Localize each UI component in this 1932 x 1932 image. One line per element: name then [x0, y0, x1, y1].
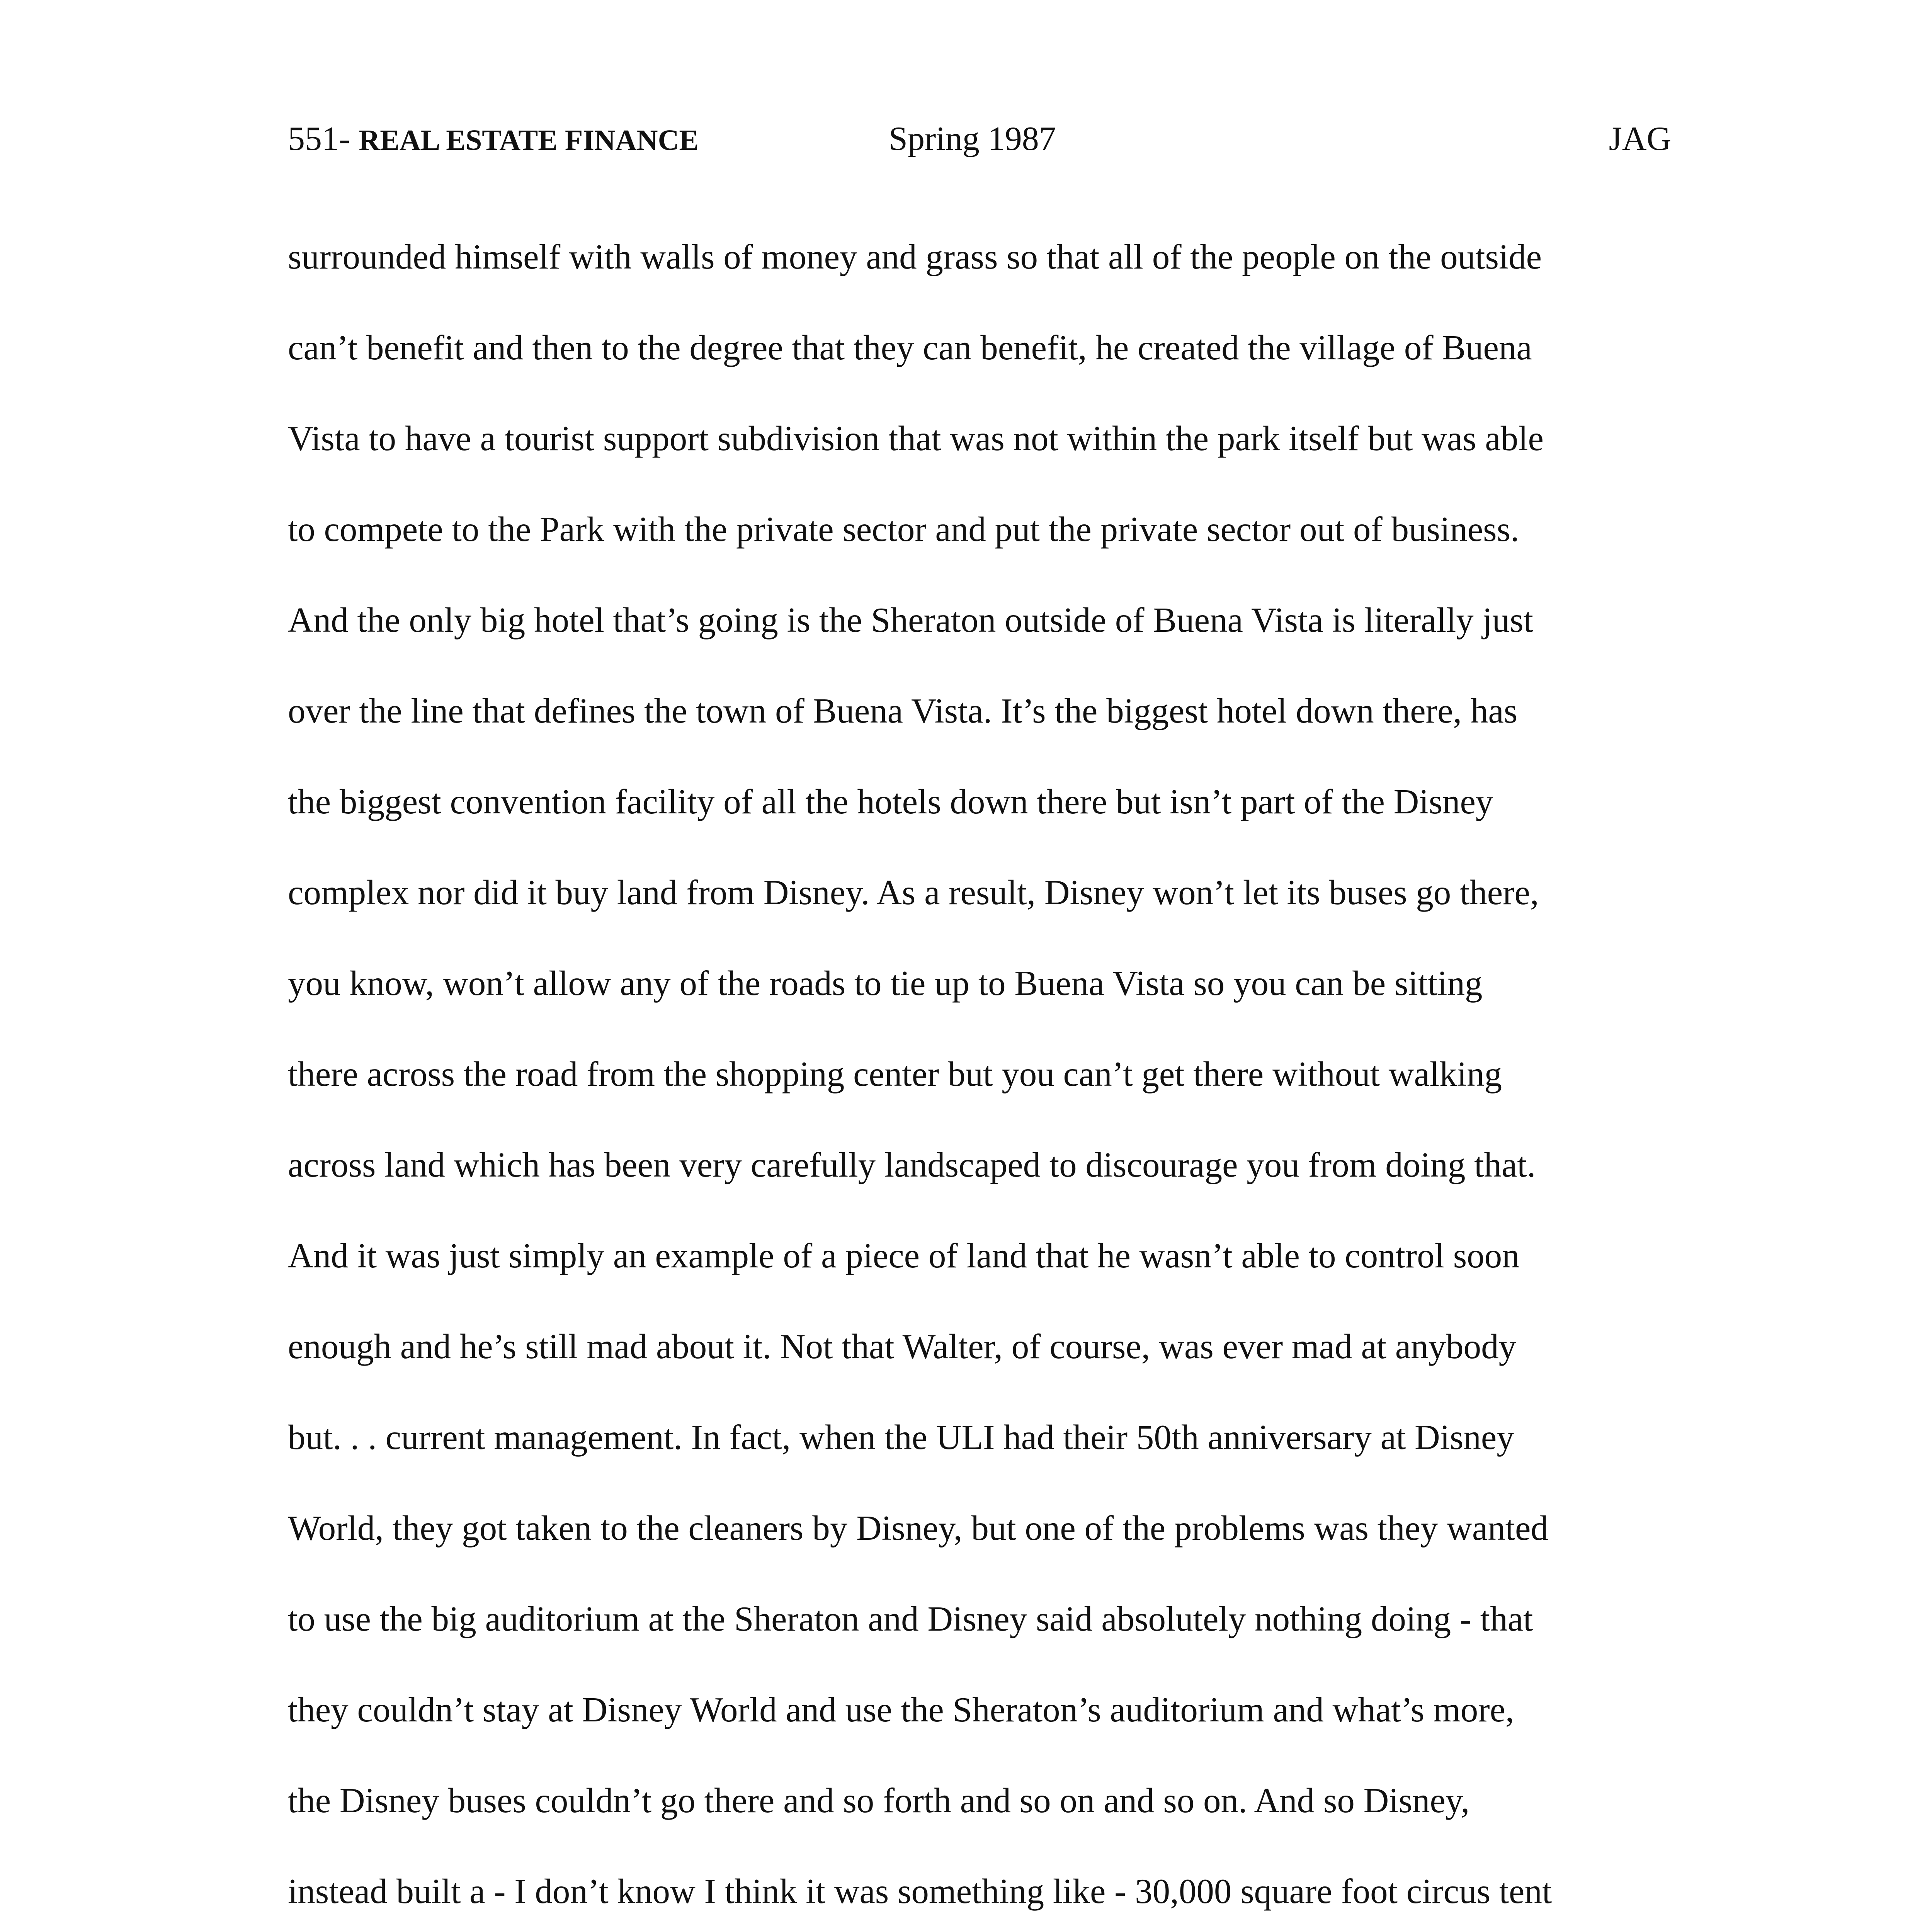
course-label: [288, 112, 699, 167]
text-line: you know, won’t allow any of the roads to tie up to Buena Vista so you can be sitting: [288, 964, 1483, 1003]
text-line: but. . . current management. In fact, when the ULI had their 50th anniversary at Disney: [288, 1418, 1514, 1457]
text-line: over the line that defines the town of Buena Vista. It’s the biggest hotel down there, has: [288, 691, 1518, 730]
text-line: And the only big hotel that’s going is the Sheraton outside of Buena Vista is literally just: [288, 600, 1533, 639]
text-line: enough and he’s still mad about it. Not that Walter, of course, was ever mad at anybody: [288, 1327, 1517, 1366]
text-line: they couldn’t stay at Disney World and use the Sheraton’s auditorium and what’s more,: [288, 1690, 1514, 1729]
text-line: across land which has been very carefully landscaped to discourage you from doing that.: [288, 1145, 1536, 1184]
course-title: REAL ESTATE FINANCE: [359, 124, 699, 156]
text-line: to use the big auditorium at the Sheraton and Disney said absolutely nothing doing - that: [288, 1599, 1533, 1638]
text-line: there across the road from the shopping center but you can’t get there without walking: [288, 1054, 1502, 1094]
text-line: instead built a - I don’t know I think it was something like - 30,000 square foot circus tent: [288, 1872, 1552, 1911]
author-initials: JAG: [1609, 120, 1671, 158]
text-line: to compete to the Park with the private sector and put the private sector out of business.: [288, 510, 1519, 549]
text-line: Vista to have a tourist support subdivision that was not within the park itself but was able: [288, 419, 1544, 458]
text-line: And it was just simply an example of a piece of land that he wasn’t able to control soon: [288, 1236, 1520, 1275]
transcript-body: [288, 232, 1679, 1932]
term-label: Spring 1987: [889, 120, 1056, 158]
text-line: World, they got taken to the cleaners by Disney, but one of the problems was they wanted: [288, 1509, 1548, 1548]
page-header: [288, 112, 1671, 166]
text-line: complex nor did it buy land from Disney. As a result, Disney won’t let its buses go there,: [288, 873, 1539, 912]
text-line: the Disney buses couldn’t go there and so forth and so on and so on. And so Disney,: [288, 1781, 1470, 1820]
text-line: can’t benefit and then to the degree that they can benefit, he created the village of Buena: [288, 328, 1532, 367]
text-line: surrounded himself with walls of money and grass so that all of the people on the outside: [288, 237, 1542, 276]
course-number: 551-: [288, 120, 350, 158]
text-line: the biggest convention facility of all the hotels down there but isn’t part of the Disney: [288, 782, 1493, 821]
